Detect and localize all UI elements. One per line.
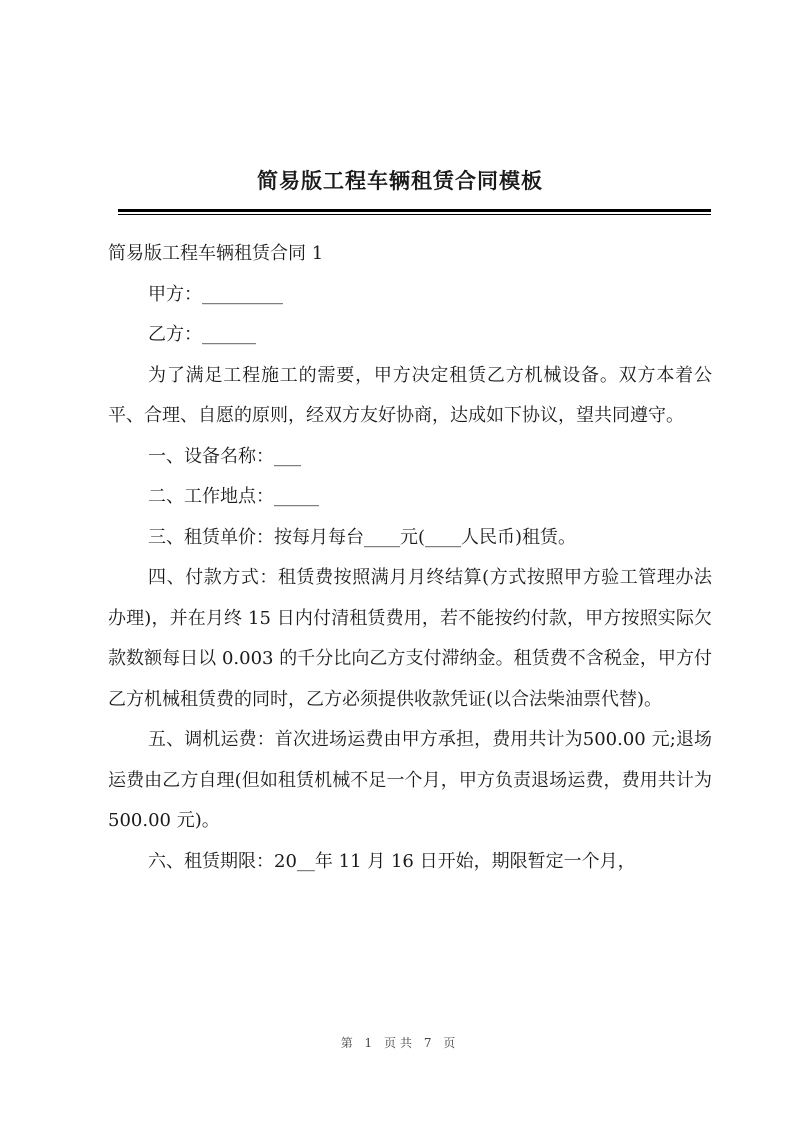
document-body	[108, 234, 712, 882]
page-footer: 第 1 页共 7 页	[340, 1036, 460, 1050]
clause-lease-term: 六、租赁期限：20__年 11 月 16 日开始，期限暂定一个月，	[148, 850, 636, 872]
preamble-paragraph: 为了满足工程施工的需要，甲方决定租赁乙方机械设备。双方本着公平、合理、自愿的原则，经双方友好协商，达成如下协议，望共同遵守。	[108, 364, 712, 426]
clause-payment-method: 四、付款方式：租赁费按照满月月终结算(方式按照甲方验工管理办法办理)，并在月终 15 日内付清租赁费用，若不能按约付款，甲方按照实际欠款数额每日以 0.003 的千分比向乙方支付滞纳金。租赁费不含税金，甲方付乙方机械租赁费的同时，乙方必须提供收款凭证(以合法柴油票代替)。	[108, 567, 712, 710]
title-divider-thick	[118, 209, 711, 212]
party-b-line: 乙方：______	[148, 324, 256, 345]
clause-unit-price: 三、租赁单价：按每月每台____元(____人民币)租赁。	[148, 526, 577, 548]
clause-transport-fee: 五、调机运费：首次进场运费由甲方承担，费用共计为500.00 元;退场运费由乙方自理(但如租赁机械不足一个月，甲方负责退场运费，费用共计为 500.00 元)。	[108, 729, 712, 831]
clause-work-location: 二、工作地点：_____	[148, 486, 319, 507]
section-heading: 简易版工程车辆租赁合同 1	[108, 243, 324, 264]
clause-equipment-name: 一、设备名称：___	[148, 445, 301, 467]
title-divider-thin	[118, 214, 711, 215]
party-a-line: 甲方：_________	[148, 283, 283, 305]
document-title: 简易版工程车辆租赁合同模板	[257, 168, 543, 193]
